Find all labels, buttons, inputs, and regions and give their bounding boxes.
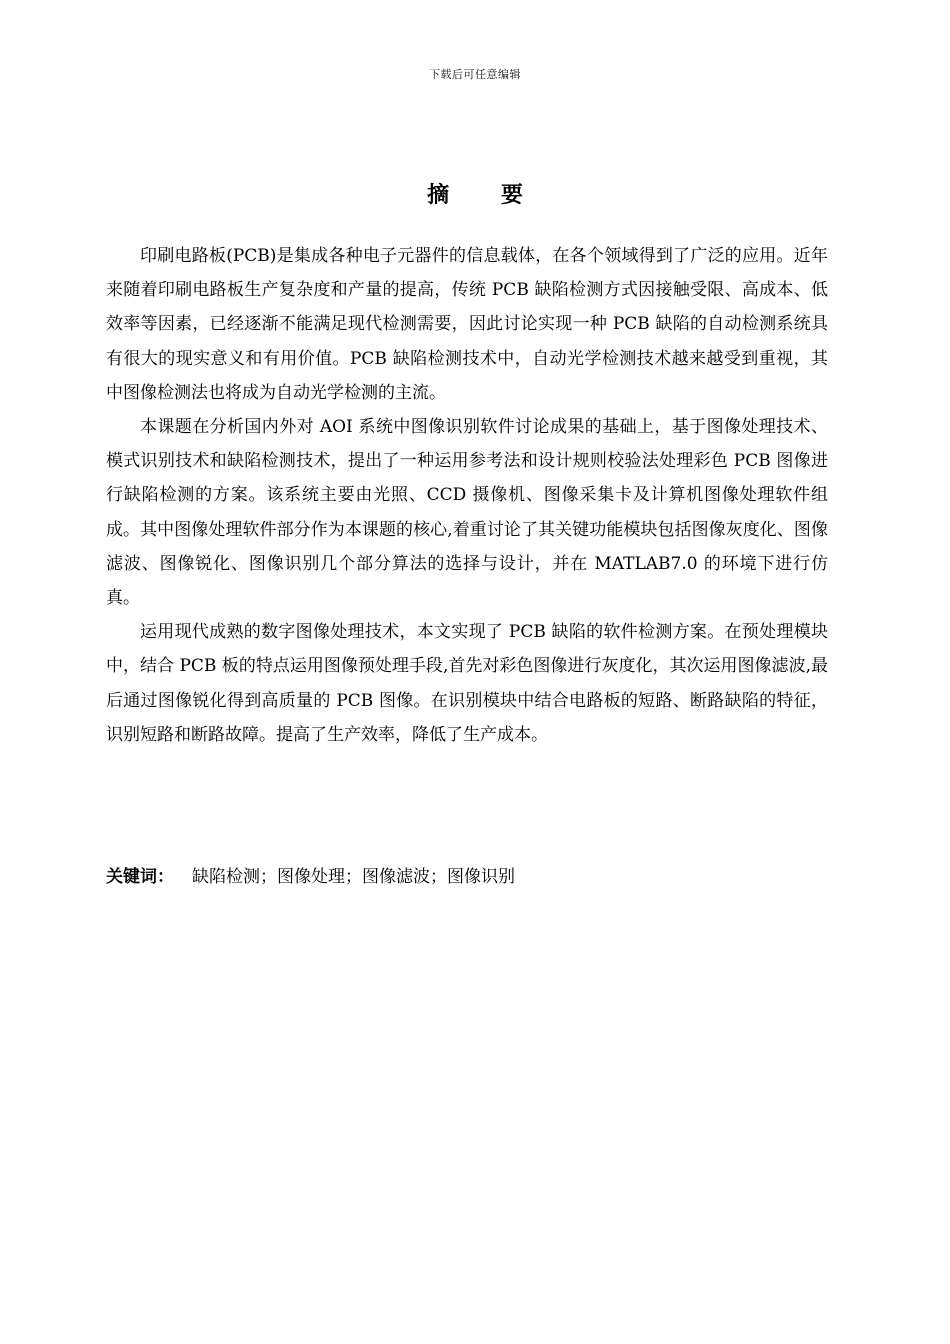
keywords-line [106,862,828,892]
keywords-label: 关键词： [106,867,174,887]
abstract-paragraph-1: 印刷电路板(PCB)是集成各种电子元器件的信息载体，在各个领域得到了广泛的应用。近年来随着印刷电路板生产复杂度和产量的提高，传统 PCB 缺陷检测方式因接触受限、高成本、低效率等因素，已经逐渐不能满足现代检测需要，因此讨论实现一种 PCB 缺陷的自动检测系统具有很大的现实意义和有用价值。PCB 缺陷检测技术中，自动光学检测技术越来越受到重视，其中图像检测法也将成为自动光学检测的主流。 [106,246,828,403]
abstract-paragraph-3: 运用现代成熟的数字图像处理技术，本文实现了 PCB 缺陷的软件检测方案。在预处理模块中，结合 PCB 板的特点运用图像预处理手段,首先对彩色图像进行灰度化，其次运用图像滤波,最后通过图像锐化得到高质量的 PCB 图像。在识别模块中结合电路板的短路、断路缺陷的特征，识别短路和断路故障。提高了生产效率，降低了生产成本。 [106,622,828,745]
abstract-body [106,239,828,752]
keywords-value: 缺陷检测；图像处理；图像滤波；图像识别 [192,867,515,887]
abstract-paragraph-2: 本课题在分析国内外对 AOI 系统中图像识别软件讨论成果的基础上，基于图像处理技术、模式识别技术和缺陷检测技术，提出了一种运用参考法和设计规则校验法处理彩色 PCB 图像进行缺陷检测的方案。该系统主要由光照、CCD 摄像机、图像采集卡及计算机图像处理软件组成。其中图像处理软件部分作为本课题的核心,着重讨论了其关键功能模块包括图像灰度化、图像滤波、图像锐化、图像识别几个部分算法的选择与设计，并在 MATLAB7.0 的环境下进行仿真。 [106,417,828,609]
page-title: 摘 要 [427,183,545,208]
header-note: 下载后可任意编辑 [429,68,521,81]
